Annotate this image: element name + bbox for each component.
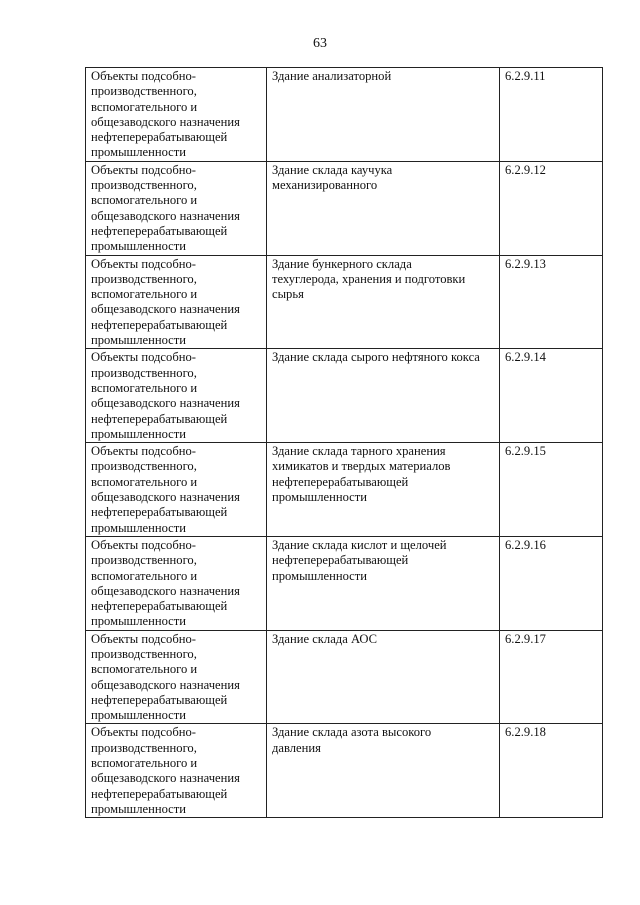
table-row	[86, 349, 603, 443]
object-name-cell: Здание склада тарного хранения химикатов и твердых материалов нефтеперерабатывающей промышленности	[267, 443, 500, 537]
category-cell: Объекты подсобно- производственного, вспомогательного и общезаводского назначения нефтеперерабатывающей промышленности	[86, 536, 267, 630]
category-cell: Объекты подсобно- производственного, вспомогательного и общезаводского назначения нефтеперерабатывающей промышленности	[86, 349, 267, 443]
table-row	[86, 630, 603, 724]
category-cell: Объекты подсобно- производственного, вспомогательного и общезаводского назначения нефтеперерабатывающей промышленности	[86, 443, 267, 537]
code-cell: 6.2.9.11	[500, 68, 603, 162]
code-cell: 6.2.9.13	[500, 255, 603, 349]
table-row	[86, 255, 603, 349]
code-cell: 6.2.9.12	[500, 161, 603, 255]
classification-table	[85, 67, 603, 818]
category-cell: Объекты подсобно- производственного, вспомогательного и общезаводского назначения нефтеперерабатывающей промышленности	[86, 630, 267, 724]
category-cell: Объекты подсобно- производственного, вспомогательного и общезаводского назначения нефтеперерабатывающей промышленности	[86, 724, 267, 818]
table-row	[86, 443, 603, 537]
code-cell: 6.2.9.15	[500, 443, 603, 537]
category-cell: Объекты подсобно- производственного, вспомогательного и общезаводского назначения нефтеперерабатывающей промышленности	[86, 255, 267, 349]
object-name-cell: Здание склада азота высокого давления	[267, 724, 500, 818]
code-cell: 6.2.9.18	[500, 724, 603, 818]
object-name-cell: Здание анализаторной	[267, 68, 500, 162]
object-name-cell: Здание склада АОС	[267, 630, 500, 724]
table-row	[86, 161, 603, 255]
code-cell: 6.2.9.16	[500, 536, 603, 630]
table-row	[86, 536, 603, 630]
object-name-cell: Здание бункерного склада техуглерода, хранения и подготовки сырья	[267, 255, 500, 349]
table-row	[86, 68, 603, 162]
table-row	[86, 724, 603, 818]
category-cell: Объекты подсобно- производственного, вспомогательного и общезаводского назначения нефтеперерабатывающей промышленности	[86, 161, 267, 255]
code-cell: 6.2.9.14	[500, 349, 603, 443]
object-name-cell: Здание склада сырого нефтяного кокса	[267, 349, 500, 443]
object-name-cell: Здание склада каучука механизированного	[267, 161, 500, 255]
code-cell: 6.2.9.17	[500, 630, 603, 724]
page-number: 63	[313, 36, 327, 51]
category-cell: Объекты подсобно- производственного, вспомогательного и общезаводского назначения нефтеперерабатывающей промышленности	[86, 68, 267, 162]
object-name-cell: Здание склада кислот и щелочей нефтеперерабатывающей промышленности	[267, 536, 500, 630]
